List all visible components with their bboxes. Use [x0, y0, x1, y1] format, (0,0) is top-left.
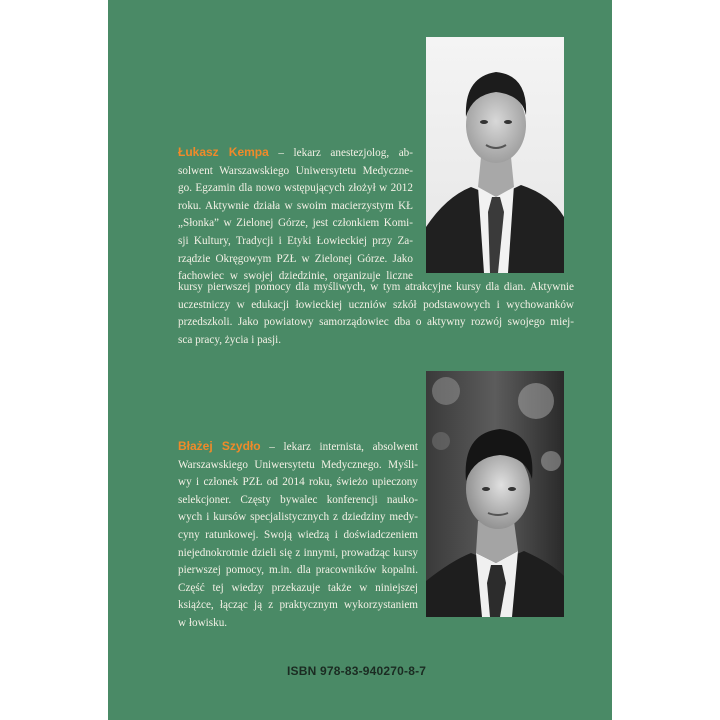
bio-line: Warszawskiego Uniwersytetu Medycznego. Myśli- [178, 458, 418, 471]
bio-line: Część tej wiedzy przekazuje także w niniejszej [178, 581, 418, 594]
bio-line: pierwszej pomocy, m.in. dla pracowników kopalni. [178, 564, 418, 577]
bio-line: selekcjoner. Częsty bywalec konferencji nauko- [178, 493, 418, 506]
bio-line: kursy pierwszej pomocy dla myśliwych, w tym atrakcyjne kursy dla dian. Aktywnie [178, 281, 574, 293]
bio-line: cyny ratunkowej. Swoją wiedzą i doświadczeniem [178, 528, 418, 541]
author-name-szydlo: Błażej Szydło [178, 439, 261, 453]
bio-line: przedszkoli. Jako powiatowy samorządowiec dba o aktywny rozwój swojego miej- [178, 316, 574, 329]
bio-line: „Słonka” w Zielonej Górze, jest członkiem Komi- [178, 217, 413, 230]
author-name-kempa: Łukasz Kempa [178, 145, 269, 159]
isbn-number: ISBN 978-83-940270-8-7 [287, 664, 427, 678]
bio-line: solwent Warszawskiego Uniwersytetu Medyczne- [178, 164, 413, 177]
author-photo-szydlo [426, 371, 564, 617]
bio-line: niejednokrotnie dzieli się z innymi, prowadząc kursy [178, 546, 418, 559]
bio-line: rządzie Okręgowym PZŁ w Zielonej Górze. Jako [178, 252, 413, 265]
bio-line: w łowisku. [178, 616, 228, 629]
bio-line: uczestniczy w edukacji łowieckiej uczniów szkół podstawowych i wychowanków [178, 298, 574, 311]
bio-line: wych i kursów specjalistycznych z dziedziny medy- [178, 511, 418, 524]
bio-kempa-continued [178, 279, 574, 349]
bio-line: Łukasz Kempa – lekarz anestezjolog, ab- [178, 145, 414, 159]
bio-line: go. Egzamin dla nowo wstępujących złożył w 2012 [178, 182, 413, 195]
bio-line: fachowiec w swojej dziedzinie, organizuje liczne [178, 270, 413, 283]
bio-line: wy i członek PZŁ od 2014 roku, świeżo upieczony [178, 476, 418, 489]
author-photo-kempa [426, 37, 564, 273]
bio-kempa [178, 144, 413, 286]
bio-line: roku. Aktywnie działa w swoim macierzystym KŁ [178, 199, 413, 212]
bio-line: książce, łącząc ją z praktycznym wykorzystaniem [178, 599, 418, 612]
bio-line: sji Kultury, Tradycji i Etyki Łowieckiej przy Za- [178, 234, 413, 247]
bio-line: sca pracy, życia i pasji. [178, 333, 282, 346]
bio-line: Błażej Szydło – lekarz internista, absolwent [178, 439, 418, 453]
bio-szydlo [178, 438, 418, 633]
